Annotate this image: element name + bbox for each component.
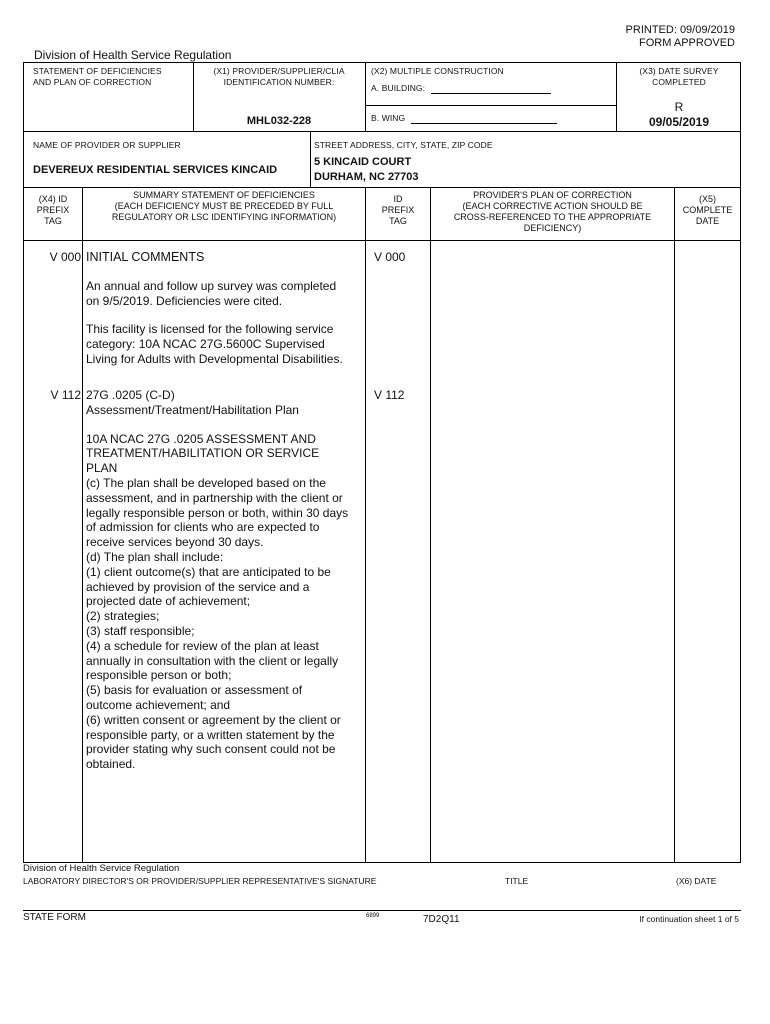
address-line1: 5 KINCAID COURT	[314, 156, 412, 168]
building-blank	[431, 93, 551, 94]
entry-paragraph: 10A NCAC 27G .0205 ASSESSMENT AND TREATMENT/HABILITATION OR SERVICE PLAN (c) The plan shall be developed based on the assessment, and in partnership with the client or legally responsible person or both, within 30 days of admission for clients who are expected to receive services beyond 30 days. (d) The plan shall include: (1) client outcome(s) that are anticipated to be achieved by provision of the service and a projected date of achievement; (2) strategies; (3) staff responsible; (4) a schedule for review of the plan at least annually in consultation with the client or legally responsible person or both; (5) basis for evaluation or assessment of outcome achievement; and (6) written consent or agreement by the client or responsible party, or a written statement by the provider stating why such consent could not be obtained.	[86, 431, 349, 772]
agency-title: Division of Health Service Regulation	[34, 48, 232, 62]
entry-tag: V 000	[49, 250, 81, 264]
entry-content	[86, 250, 362, 367]
entry-tag-right: V 000	[374, 250, 406, 264]
address	[314, 155, 419, 185]
header-top-border	[23, 62, 741, 63]
print-info	[626, 24, 735, 50]
statement-label: STATEMENT OF DEFICIENCIES AND PLAN OF CORRECTION	[33, 66, 162, 87]
entry-paragraph: An annual and follow up survey was completed on 9/5/2019. Deficiencies were cited.	[86, 278, 337, 308]
col-id-divider	[430, 187, 431, 862]
x1-divider	[193, 62, 194, 131]
col-header-plan: PROVIDER'S PLAN OF CORRECTION (EACH CORRECTIVE ACTION SHOULD BE CROSS-REFERENCED TO THE APPROPRIATE DEFICIENCY)	[453, 190, 652, 233]
x3-divider	[616, 62, 617, 131]
entry-tag-right: V 112	[374, 388, 405, 402]
wing-blank	[411, 123, 557, 124]
entry-title: 27G .0205 (C-D) Assessment/Treatment/Habilitation Plan	[86, 388, 299, 417]
x2-left-divider	[365, 62, 366, 131]
form-approved: FORM APPROVED	[639, 37, 735, 49]
building-field	[371, 83, 551, 94]
entry-content	[86, 388, 362, 772]
x3-r: R	[674, 100, 684, 114]
x3-date: 09/05/2019	[648, 115, 710, 129]
state-form: STATE FORM	[23, 912, 86, 923]
x2-label: (X2) MULTIPLE CONSTRUCTION	[371, 66, 504, 76]
footer-rule	[23, 910, 741, 911]
provider-name-label: NAME OF PROVIDER OR SUPPLIER	[33, 140, 181, 150]
title-label: TITLE	[505, 876, 529, 886]
x6-date-label: (X6) DATE	[676, 876, 717, 886]
form-code: 7D2Q11	[423, 914, 460, 925]
wing-field	[371, 113, 557, 124]
building-label: A. BUILDING:	[371, 83, 426, 93]
col-plan-divider	[674, 187, 675, 862]
signature-label: LABORATORY DIRECTOR'S OR PROVIDER/SUPPLIER REPRESENTATIVE'S SIGNATURE	[23, 876, 377, 886]
x1-value: MHL032-228	[246, 115, 312, 127]
footer-agency: Division of Health Service Regulation	[23, 863, 180, 874]
col-x4-divider	[82, 187, 83, 862]
printed-date: PRINTED: 09/09/2019	[625, 24, 735, 36]
form-number: 6899	[366, 913, 380, 919]
col-header-x4: (X4) ID PREFIX TAG	[36, 194, 70, 226]
x1-label: (X1) PROVIDER/SUPPLIER/CLIA IDENTIFICATION NUMBER:	[213, 66, 345, 87]
entry-tag: V 112	[50, 388, 81, 402]
col-header-x5: (X5) COMPLETE DATE	[682, 194, 733, 226]
provider-name: DEVEREUX RESIDENTIAL SERVICES KINCAID	[33, 164, 278, 176]
header-row2-border	[23, 187, 741, 188]
col-summary-divider	[365, 187, 366, 862]
left-border	[23, 62, 24, 862]
x3-label: (X3) DATE SURVEY COMPLETED	[639, 66, 719, 87]
entry-paragraph: This facility is licensed for the following service category: 10A NCAC 27G.5600C Supervised Living for Adults with Developmental Disabilities.	[86, 322, 343, 366]
header-row1-border	[23, 131, 741, 132]
wing-label: B. WING	[371, 113, 406, 123]
col-header-id: ID PREFIX TAG	[381, 194, 415, 226]
columns-header-border	[23, 240, 741, 241]
address-divider	[310, 131, 311, 187]
address-line2: DURHAM, NC 27703	[314, 171, 419, 183]
address-label: STREET ADDRESS, CITY, STATE, ZIP CODE	[314, 140, 493, 150]
entry-title: INITIAL COMMENTS	[86, 250, 205, 264]
right-border	[740, 62, 741, 862]
x2-divider	[365, 105, 616, 106]
continuation-sheet: If continuation sheet 1 of 5	[639, 914, 739, 924]
col-header-summary: SUMMARY STATEMENT OF DEFICIENCIES (EACH DEFICIENCY MUST BE PRECEDED BY FULL REGULATORY OR LSC IDENTIFYING INFORMATION)	[111, 190, 337, 222]
